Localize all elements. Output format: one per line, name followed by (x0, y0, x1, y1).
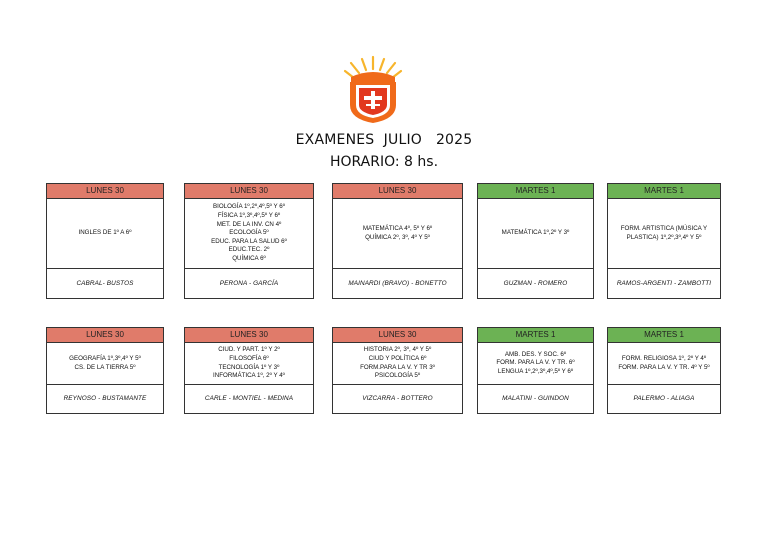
subject-line: AMB. DES. Y SOC. 6º (504, 350, 567, 358)
subject-line: MATEMÁTICA 1º,2º Y 3º (501, 229, 570, 237)
exam-day-header: MARTES 1 (478, 184, 593, 199)
subject-line: EDUC.TEC. 2º (228, 246, 270, 254)
exam-teachers: GUZMAN - ROMERO (503, 280, 568, 287)
exam-card-1 (46, 183, 164, 299)
subject-line: GEOGRAFÍA 1º,3º,4º Y 5º (69, 354, 141, 362)
subject-line: QUÍMICA 6º (232, 254, 266, 262)
subject-line: FÍSICA 1º,3º,4º,5º Y 6º (217, 212, 281, 220)
subject-line: FORM. PARA LA V. Y TR. 4º Y 5º (618, 363, 710, 371)
subject-line: HISTORIA 2º, 3º, 4º Y 5º (363, 346, 432, 354)
page-subtitle: HORARIO: 8 hs. (329, 154, 439, 170)
exam-day-header: LUNES 30 (185, 184, 313, 199)
exam-teachers: PALERMO - ALIAGA (633, 394, 695, 402)
subject-line: CIUD Y POLÍTICA 6º (368, 354, 427, 362)
exam-day-header: MARTES 1 (478, 328, 593, 343)
exam-subjects (185, 199, 313, 269)
subject-line: EDUC. PARA LA SALUD 6º (211, 237, 287, 245)
subject-line: CS. DE LA TIERRA 5º (74, 363, 136, 371)
page-title: EXAMENES JULIO 2025 (295, 132, 473, 148)
exam-card-3 (332, 183, 463, 299)
subject-line: FORM. PARA LA V. Y TR. 6º (496, 359, 575, 367)
exam-teachers: CABRAL- BUSTOS (76, 280, 134, 287)
exam-day-header: LUNES 30 (333, 184, 462, 199)
subject-line: PSICOLOGÍA 5º (374, 372, 421, 380)
exam-day-header: LUNES 30 (333, 328, 462, 343)
subject-line: QUÍMICA 2º, 3º, 4º Y 5º (365, 233, 430, 241)
subject-line: ECOLOGÍA 5º (229, 229, 269, 237)
school-crest-logo (342, 55, 404, 125)
subject-line: TECNOLOGÍA 1º Y 3º (218, 363, 280, 371)
exam-teachers: RAMOS-ARGENTI - ZAMBOTTI (616, 280, 712, 287)
exam-day-header: LUNES 30 (47, 184, 163, 199)
subject-line: FORM.PARA LA V. Y TR 3º (360, 363, 435, 371)
exam-subjects (333, 199, 462, 269)
exam-day-header: LUNES 30 (47, 328, 163, 343)
exam-subjects (608, 343, 720, 385)
exam-day-header: MARTES 1 (608, 328, 720, 343)
exam-subjects (47, 343, 163, 385)
exam-card-6 (46, 327, 164, 414)
exam-subjects (333, 343, 462, 385)
exam-teachers: REYNOSO - BUSTAMANTE (63, 394, 147, 402)
exam-card-4 (477, 183, 594, 299)
exam-teachers: CARLE - MONTIEL - MEDINA (204, 394, 294, 402)
subject-line: INGLES DE 1º A 6º (78, 229, 132, 237)
exam-card-7 (184, 327, 314, 414)
subject-line: CIUD. Y PART. 1º Y 2º (218, 346, 280, 354)
exam-card-2 (184, 183, 314, 299)
exam-day-header: LUNES 30 (185, 328, 313, 343)
subject-line: INFORMÁTICA 1º, 2º Y 4º (213, 372, 285, 380)
exam-card-8 (332, 327, 463, 414)
exam-teachers: VIZCARRA - BOTTERO (362, 394, 433, 402)
exam-teachers: MAINARDI (BRAVO) - BONETTO (348, 280, 447, 287)
subject-line: BIOLOGÍA 1º,2º,4º,5º Y 6º (213, 203, 285, 211)
exam-day-header: MARTES 1 (608, 184, 720, 199)
subject-line: MET. DE LA INV. CN 4º (216, 220, 282, 228)
exam-teachers: PERONA - GARCÍA (219, 280, 279, 287)
subject-line: FORM. ARTISTICA (MÚSICA Y PLASTICA) 1º,2º,3º,4º Y 5º (620, 224, 708, 241)
subject-line: FILOSOFÍA 6º (229, 354, 269, 362)
exam-subjects (47, 199, 163, 269)
exam-subjects (478, 199, 593, 269)
exam-card-5 (607, 183, 721, 299)
exam-card-10 (607, 327, 721, 414)
exam-subjects (478, 343, 593, 385)
subject-line: FORM. RELIGIOSA 1º, 2º Y 4º (621, 354, 707, 362)
exam-card-9 (477, 327, 594, 414)
subject-line: MATEMÁTICA 4º, 5º Y 6º (362, 224, 433, 232)
subject-line: LENGUA 1º,2º,3º,4º,5º Y 6º (497, 367, 574, 375)
exam-subjects (608, 199, 720, 269)
exam-subjects (185, 343, 313, 385)
exam-teachers: MALATINI - GUINDON (502, 394, 569, 402)
